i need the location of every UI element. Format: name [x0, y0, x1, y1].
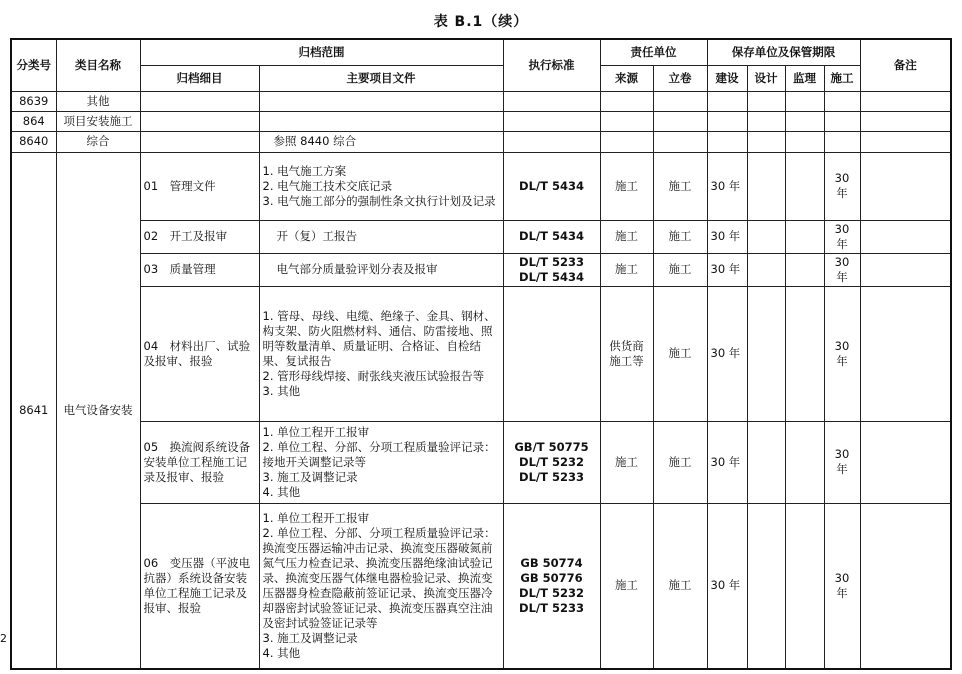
table-row [11, 421, 951, 503]
row-filer: 施工 [653, 220, 707, 253]
table-row [11, 253, 951, 286]
row-source [600, 220, 653, 253]
table-row [11, 111, 951, 131]
row-supervise [785, 421, 824, 503]
doc-line: 4. 其他 [262, 645, 301, 660]
row-supervise [785, 253, 824, 286]
header-design: 设计 [747, 65, 785, 91]
standard-line: DL/T 5233 [519, 254, 584, 269]
archive-table [10, 38, 952, 670]
row-source [600, 286, 653, 421]
header-responsible: 责任单位 [600, 39, 707, 65]
header-filer: 立卷 [653, 65, 707, 91]
row-docs [259, 253, 503, 286]
row-source [600, 421, 653, 503]
doc-line: 3. 施工及调整记录 [262, 469, 358, 484]
row-detail: 03 质量管理 [140, 253, 259, 286]
row-detail: 06 变压器（平波电抗器）系统设备安装单位工程施工记录及报审、报验 [140, 503, 259, 669]
row-filer: 施工 [653, 152, 707, 220]
row-standard [503, 421, 600, 503]
table-row [11, 220, 951, 253]
header-construct: 施工 [824, 65, 860, 91]
row-build: 30 年 [707, 152, 747, 220]
doc-line: 开（复）工报告 [276, 229, 357, 243]
doc-line: 1. 单位工程开工报审 [262, 510, 370, 525]
row-design [747, 286, 785, 421]
doc-line: 3. 施工及调整记录 [262, 630, 358, 645]
doc-line: 2. 单位工程、分部、分项工程质量验评记录：接地开关调整记录等 [262, 439, 496, 469]
row-construct: 30 年 [824, 503, 860, 669]
row-standard [503, 253, 600, 286]
standard-line: DL/T 5232 [519, 585, 584, 600]
row-build: 30 年 [707, 220, 747, 253]
table-row [11, 152, 951, 220]
doc-line: 电气部分质量验评划分表及报审 [276, 262, 438, 276]
standard-line: DL/T 5232 [519, 454, 584, 469]
header-remarks: 备注 [860, 39, 951, 91]
doc-line: 3. 电气施工部分的强制性条文执行计划及记录 [262, 193, 496, 208]
row-construct: 30 年 [824, 152, 860, 220]
table-caption: 表 B.1（续） [433, 14, 529, 30]
row-category: 其他 [56, 91, 140, 111]
row-docs [259, 220, 503, 253]
row-detail: 01 管理文件 [140, 152, 259, 220]
source-line: 供货商 [609, 338, 644, 353]
table-row [11, 286, 951, 421]
row-category: 综合 [56, 131, 140, 152]
standard-line: DL/T 5233 [519, 469, 584, 484]
standard-line: GB/T 50775 [514, 439, 589, 454]
row-design [747, 253, 785, 286]
row-remarks [860, 503, 951, 669]
header-retention: 保存单位及保管期限 [707, 39, 860, 65]
row-filer: 施工 [653, 253, 707, 286]
row-design [747, 220, 785, 253]
row-build: 30 年 [707, 253, 747, 286]
table-row [11, 91, 951, 111]
doc-line: 1. 单位工程开工报审 [262, 424, 370, 439]
row-supervise [785, 220, 824, 253]
row-source [600, 503, 653, 669]
source-line: 施工 [615, 178, 638, 193]
standard-line: DL/T 5233 [519, 600, 584, 615]
row-docs [259, 152, 503, 220]
row-remarks [860, 152, 951, 220]
row-detail: 05 换流阀系统设备安装单位工程施工记录及报审、报验 [140, 421, 259, 503]
header-supervise: 监理 [785, 65, 824, 91]
row-build: 30 年 [707, 503, 747, 669]
standard-line: DL/T 5434 [519, 229, 584, 243]
row-detail: 04 材料出厂、试验及报审、报验 [140, 286, 259, 421]
table-row [11, 503, 951, 669]
row-remarks [860, 286, 951, 421]
row-supervise [785, 503, 824, 669]
row-remarks [860, 421, 951, 503]
row-standard [503, 286, 600, 421]
standard-line: GB 50774 [520, 555, 583, 570]
standard-line: DL/T 5434 [519, 269, 584, 284]
source-line: 施工 [615, 578, 638, 593]
header-scope: 归档范围 [140, 39, 503, 65]
row-source [600, 253, 653, 286]
table-row [11, 131, 951, 152]
row-construct: 30 年 [824, 421, 860, 503]
row-remarks [860, 220, 951, 253]
group-code: 8641 [11, 152, 56, 669]
doc-line: 1. 管母、母线、电缆、绝缘子、金具、钢材、构支架、防火阻燃材料、通信、防雷接地、照明等数量清单、质量证明、合格证、自检结果、复试报告 [262, 308, 496, 368]
row-docs [259, 286, 503, 421]
header-detail: 归档细目 [140, 65, 259, 91]
row-supervise [785, 152, 824, 220]
header-build: 建设 [707, 65, 747, 91]
source-line: 施工 [615, 262, 638, 276]
row-design [747, 152, 785, 220]
row-filer: 施工 [653, 421, 707, 503]
doc-line: 2. 管形母线焊接、耐张线夹液压试验报告等 [262, 368, 485, 383]
header-source: 来源 [600, 65, 653, 91]
source-line: 施工 [615, 229, 638, 243]
row-supervise [785, 286, 824, 421]
doc-line: 2. 电气施工技术交底记录 [262, 178, 393, 193]
page-mark: 2 [0, 632, 7, 645]
header-category: 类目名称 [56, 39, 140, 91]
doc-line: 3. 其他 [262, 383, 301, 398]
row-standard [503, 220, 600, 253]
row-construct: 30 年 [824, 220, 860, 253]
row-docs [259, 503, 503, 669]
row-source [600, 152, 653, 220]
row-standard [503, 152, 600, 220]
header-standard: 执行标准 [503, 39, 600, 91]
doc-line: 2. 单位工程、分部、分项工程质量验评记录：换流变压器运输冲击记录、换流变压器破氮前氮气压力检查记录、换流变压器绝缘油试验记录、换流变压器气体继电器检验记录、换流变压器器身检查隐蔽前签证记录、换流变压器冷却器密封试验签证记录、换流变压器真空注油及密封试验签证记录等 [262, 525, 496, 630]
standard-line: DL/T 5434 [519, 178, 584, 193]
row-construct: 30 年 [824, 286, 860, 421]
header-docs: 主要项目文件 [259, 65, 503, 91]
row-docs [259, 421, 503, 503]
row-filer: 施工 [653, 286, 707, 421]
row-construct: 30 年 [824, 253, 860, 286]
row-detail: 02 开工及报审 [140, 220, 259, 253]
doc-line: 4. 其他 [262, 484, 301, 499]
row-docs: 参照 8440 综合 [259, 131, 503, 152]
row-build: 30 年 [707, 421, 747, 503]
row-category: 项目安装施工 [56, 111, 140, 131]
group-category: 电气设备安装 [56, 152, 140, 669]
row-remarks [860, 253, 951, 286]
standard-line: GB 50776 [520, 570, 583, 585]
doc-line: 1. 电气施工方案 [262, 163, 347, 178]
row-standard [503, 503, 600, 669]
row-design [747, 421, 785, 503]
source-line: 施工 [615, 454, 638, 469]
header-code: 分类号 [11, 39, 56, 91]
row-code: 8640 [11, 131, 56, 152]
source-line: 施工等 [609, 353, 644, 368]
row-filer: 施工 [653, 503, 707, 669]
row-code: 8639 [11, 91, 56, 111]
row-code: 864 [11, 111, 56, 131]
row-design [747, 503, 785, 669]
row-build: 30 年 [707, 286, 747, 421]
